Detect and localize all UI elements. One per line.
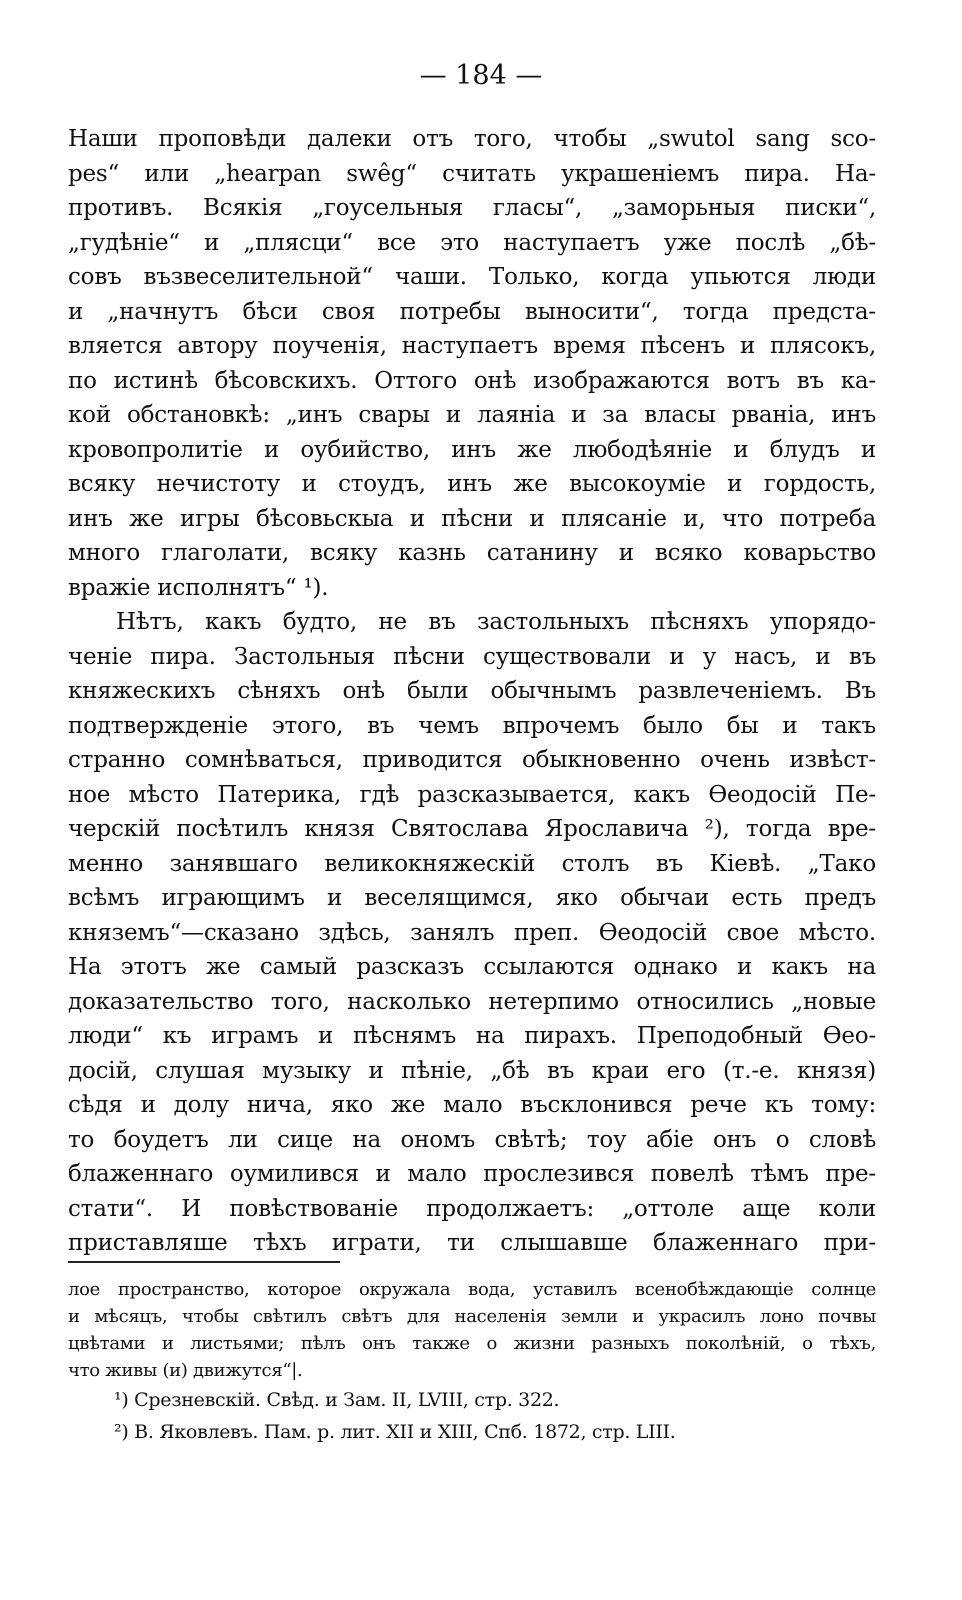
text-line: „гудѣніе“ и „плясци“ все это наступаетъ уже послѣ „бѣ-: [68, 229, 876, 256]
text-line: Наши проповѣди далеки отъ того, чтобы „swutol sang sco-: [68, 126, 876, 152]
text-line: блаженнаго оумилився и мало прослезився повелѣ тѣмъ пре-: [68, 1161, 876, 1187]
footnote-line: лое пространство, которое окружала вода, уставилъ всенобѣждающіе солнце: [68, 1279, 876, 1300]
footnote-divider: [68, 1261, 340, 1263]
text-line: приставляше тѣхъ играти, ти слышавше блаженнаго при-: [68, 1230, 876, 1256]
footnotes: [68, 1276, 876, 1448]
text-line: всѣмъ играющимъ и веселящимся, яко обычаи есть предъ: [68, 885, 876, 911]
text-line: вражіе исполнятъ“ ¹).: [68, 574, 329, 601]
text-line: сѣдя и долу нича, яко же мало въсклонився рече къ тому:: [68, 1092, 876, 1118]
text-line: кровопролитіе и оубийство, инъ же любодѣяніе и блудъ и: [68, 436, 876, 463]
footnote-line: что живы (и) движутся“|.: [68, 1360, 303, 1381]
text-line: всяку нечистоту и стоудъ, инъ же высокоуміе и гордость,: [68, 471, 876, 497]
text-line: кой обстановкѣ: „инъ свары и лаяніа и за власы рваніа, инъ: [68, 402, 876, 428]
text-line: pes“ или „hearpan swêg“ считать украшеніемъ пира. На-: [68, 160, 876, 187]
text-line: подтвержденіе этого, въ чемъ впрочемъ было бы и такъ: [68, 712, 876, 739]
text-line: На этотъ же самый разсказъ ссылаются однако и какъ на: [68, 954, 876, 980]
text-line: то боудетъ ли сице на ономъ свѣтѣ; тоу абіе онъ о словѣ: [68, 1126, 876, 1153]
page-number: — 184 —: [419, 60, 543, 91]
text-line: ное мѣсто Патерика, гдѣ разсказывается, какъ Ѳеодосій Пе-: [68, 781, 876, 808]
text-line: по истинѣ бѣсовскихъ. Оттого онѣ изображаются вотъ въ ка-: [68, 367, 876, 394]
text-line: вляется автору поученія, наступаетъ время пѣсенъ и плясокъ,: [68, 333, 876, 359]
text-line: ченіе пира. Застольныя пѣсни существовали и у насъ, и въ: [68, 643, 876, 670]
text-line: совъ възвеселительной“ чаши. Только, когда упьются люди: [68, 264, 876, 290]
text-line: много глаголати, всяку казнь сатанину и всяко коварьство: [68, 540, 876, 566]
text-line: княжескихъ сѣняхъ онѣ были обычнымъ развлеченіемъ. Въ: [68, 678, 876, 704]
text-line: люди“ къ играмъ и пѣснямъ на пирахъ. Преподобный Ѳео-: [68, 1023, 876, 1049]
text-line: доказательство того, насколько нетерпимо относились „новые: [68, 988, 876, 1015]
text-line: досій, слушая музыку и пѣніе, „бѣ въ краи его (т.-е. князя): [68, 1057, 876, 1084]
text-line: менно занявшаго великокняжескій столъ въ Кіевѣ. „Тако: [68, 850, 876, 877]
footnote-line: цвѣтами и листьями; пѣлъ онъ также о жизни разныхъ поколѣній, о тѣхъ,: [68, 1333, 876, 1354]
text-line: противъ. Всякія „гоусельныя гласы“, „заморьныя писки“,: [68, 195, 876, 221]
text-line: инъ же игры бѣсовьскыа и пѣсни и плясаніе и, что потреба: [68, 505, 876, 532]
text-line: княземъ“—сказано здѣсь, занялъ преп. Ѳеодосій свое мѣсто.: [68, 919, 876, 946]
text-line: черскій посѣтилъ князя Святослава Ярославича ²), тогда вре-: [68, 816, 876, 842]
footnote-line: и мѣсяцъ, чтобы свѣтилъ свѣтъ для населенія земли и украсилъ лоно почвы: [68, 1306, 876, 1327]
text-line: и „начнутъ бѣси своя потребы выносити“, тогда предста-: [68, 298, 876, 325]
text-line: стати“. И повѣствованіе продолжаетъ: „оттоле аще коли: [68, 1195, 876, 1222]
footnote-reference: ¹) Срезневскій. Свѣд. и Зам. II, LVIII, стр. 322.: [114, 1389, 560, 1411]
text-line: странно сомнѣваться, приводится обыкновенно очень извѣст-: [68, 747, 876, 773]
text-line: Нѣтъ, какъ будто, не въ застольныхъ пѣсняхъ упорядо-: [116, 609, 876, 635]
footnote-reference: ²) В. Яковлевъ. Пам. р. лит. XII и XIII, Спб. 1872, стр. LIII.: [114, 1421, 676, 1443]
main-text: [68, 122, 876, 1261]
